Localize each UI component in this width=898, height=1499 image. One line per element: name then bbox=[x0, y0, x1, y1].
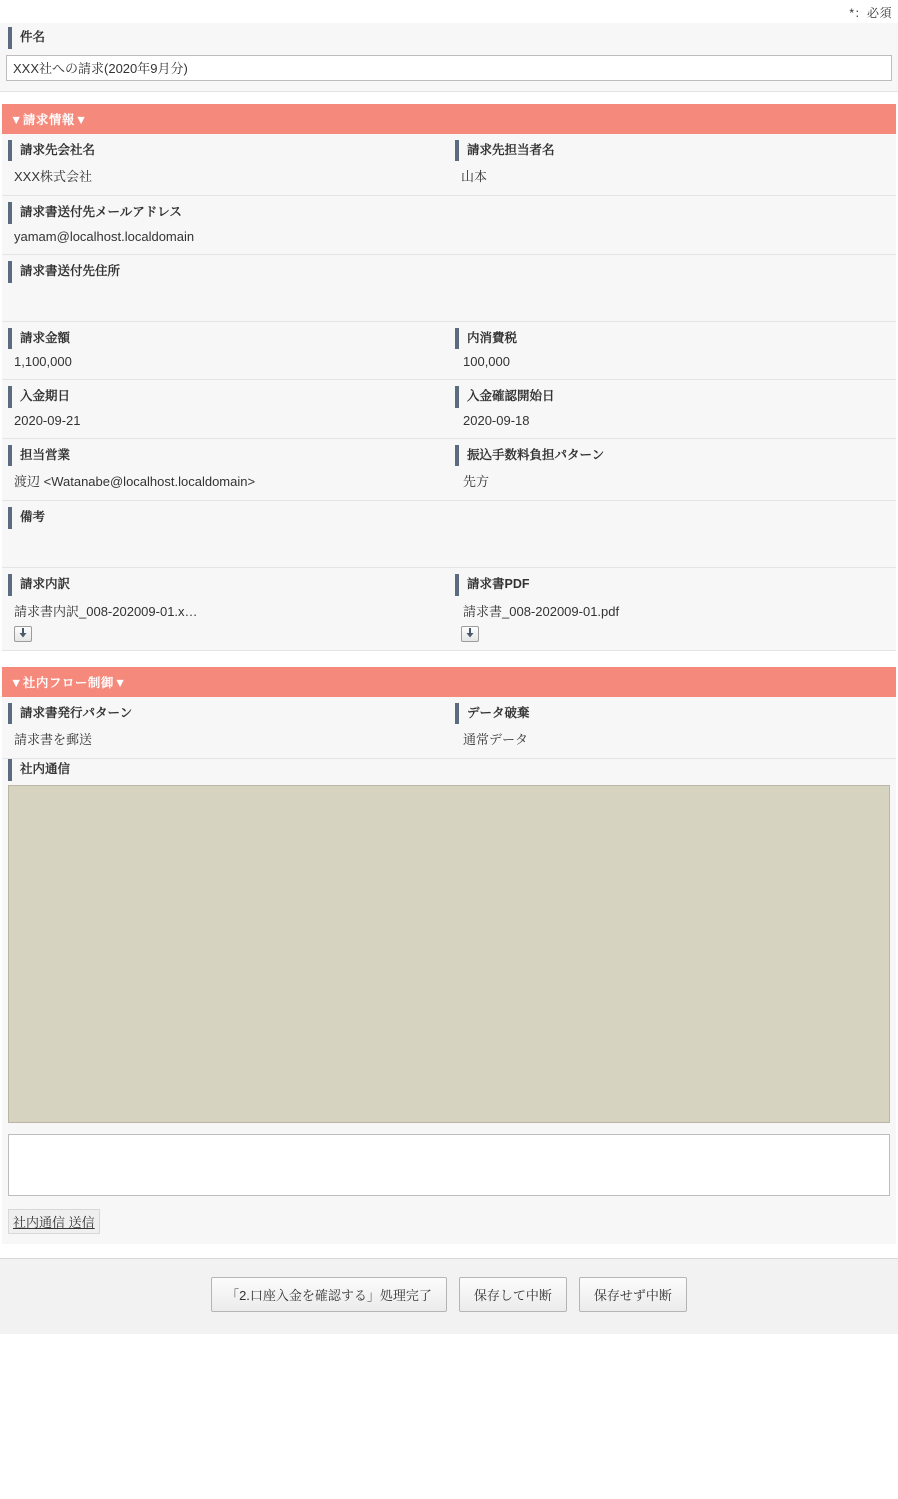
subject-label-wrap bbox=[6, 27, 892, 49]
field-value: 2020-09-18 bbox=[463, 412, 530, 428]
field-billing-email bbox=[2, 202, 896, 246]
table-row bbox=[2, 439, 896, 502]
internal-comm-history[interactable] bbox=[8, 785, 890, 1123]
suspend-without-save-button[interactable]: 保存せず中断 bbox=[579, 1277, 687, 1312]
field-label: 内消費税 bbox=[455, 328, 517, 350]
subject-input[interactable] bbox=[6, 55, 892, 81]
field-billing-company bbox=[2, 140, 449, 188]
field-label: 入金確認開始日 bbox=[455, 386, 555, 408]
field-label: 入金期日 bbox=[8, 386, 70, 408]
internal-flow-rows bbox=[2, 697, 896, 760]
field-remarks bbox=[2, 507, 896, 559]
field-billing-address bbox=[2, 261, 896, 313]
field-value: 通常データ bbox=[463, 732, 529, 748]
internal-comm-label-row bbox=[8, 759, 890, 781]
field-payment-due-date bbox=[2, 386, 449, 430]
internal-comm-send-button[interactable]: 社内通信 送信 bbox=[8, 1209, 100, 1234]
field-label: 請求書送付先メールアドレス bbox=[8, 202, 182, 224]
field-consumption-tax bbox=[449, 328, 896, 372]
field-billing-contact bbox=[449, 140, 896, 188]
field-value: 請求書_008-202009-01.pdf bbox=[463, 603, 620, 619]
save-and-suspend-button[interactable]: 保存して中断 bbox=[459, 1277, 567, 1312]
section-header-internal-flow: ▼社内フロー制御▼ bbox=[2, 667, 896, 697]
field-value: 請求書を郵送 bbox=[14, 732, 93, 748]
internal-comm-input[interactable] bbox=[8, 1134, 890, 1196]
field-value: 山本 bbox=[461, 169, 488, 185]
field-label: データ破棄 bbox=[455, 703, 530, 725]
complete-process-button[interactable]: 「2.口座入金を確認する」処理完了 bbox=[211, 1277, 447, 1312]
field-invoice-issue-pattern bbox=[2, 703, 449, 751]
spacer-2 bbox=[0, 651, 898, 667]
table-row bbox=[2, 380, 896, 439]
field-label: 請求内訳 bbox=[8, 574, 70, 596]
field-value bbox=[8, 283, 890, 313]
table-row bbox=[2, 196, 896, 255]
field-value: 2020-09-21 bbox=[14, 412, 81, 428]
field-value: 先方 bbox=[463, 474, 490, 490]
internal-comm-label: 社内通信 bbox=[8, 759, 70, 781]
field-label: 請求先担当者名 bbox=[455, 140, 555, 162]
field-payment-check-start-date bbox=[449, 386, 896, 430]
field-invoice-amount bbox=[2, 328, 449, 372]
field-label: 備考 bbox=[8, 507, 45, 529]
spacer-1 bbox=[0, 92, 898, 104]
field-label: 担当営業 bbox=[8, 445, 70, 467]
field-value: 1,100,000 bbox=[14, 354, 72, 370]
field-invoice-breakdown bbox=[2, 574, 449, 642]
internal-comm-block bbox=[2, 759, 896, 1203]
field-label: 請求金額 bbox=[8, 328, 70, 350]
billing-info-rows bbox=[2, 134, 896, 651]
table-row bbox=[2, 322, 896, 381]
required-note: *：必須 bbox=[849, 6, 892, 20]
field-label: 請求書発行パターン bbox=[8, 703, 132, 725]
field-transfer-fee-pattern bbox=[449, 445, 896, 493]
field-label: 請求書PDF bbox=[455, 574, 530, 596]
field-data-disposal bbox=[449, 703, 896, 751]
section-header-billing-info: ▼請求情報▼ bbox=[2, 104, 896, 134]
table-row bbox=[2, 568, 896, 651]
table-row bbox=[2, 501, 896, 568]
field-sales-rep bbox=[2, 445, 449, 493]
table-row bbox=[2, 255, 896, 322]
field-value: 渡辺 <Watanabe@localhost.localdomain> bbox=[14, 474, 256, 490]
field-value: 請求書内訳_008-202009-01.x… bbox=[14, 603, 198, 619]
internal-comm-send-wrap bbox=[2, 1203, 896, 1244]
field-invoice-pdf bbox=[449, 574, 896, 642]
field-value: 100,000 bbox=[463, 354, 510, 370]
field-label: 請求書送付先住所 bbox=[8, 261, 120, 283]
table-row bbox=[2, 134, 896, 197]
table-row bbox=[2, 697, 896, 760]
field-label: 振込手数料負担パターン bbox=[455, 445, 604, 467]
subject-block bbox=[0, 23, 898, 92]
download-icon[interactable] bbox=[14, 626, 32, 642]
field-label: 請求先会社名 bbox=[8, 140, 95, 162]
field-value: XXX株式会社 bbox=[14, 169, 93, 185]
field-value: yamam@localhost.localdomain bbox=[14, 228, 195, 244]
download-icon[interactable] bbox=[461, 626, 479, 642]
form-action-bar bbox=[0, 1259, 898, 1334]
subject-label: 件名 bbox=[8, 27, 45, 49]
field-value bbox=[8, 529, 890, 559]
